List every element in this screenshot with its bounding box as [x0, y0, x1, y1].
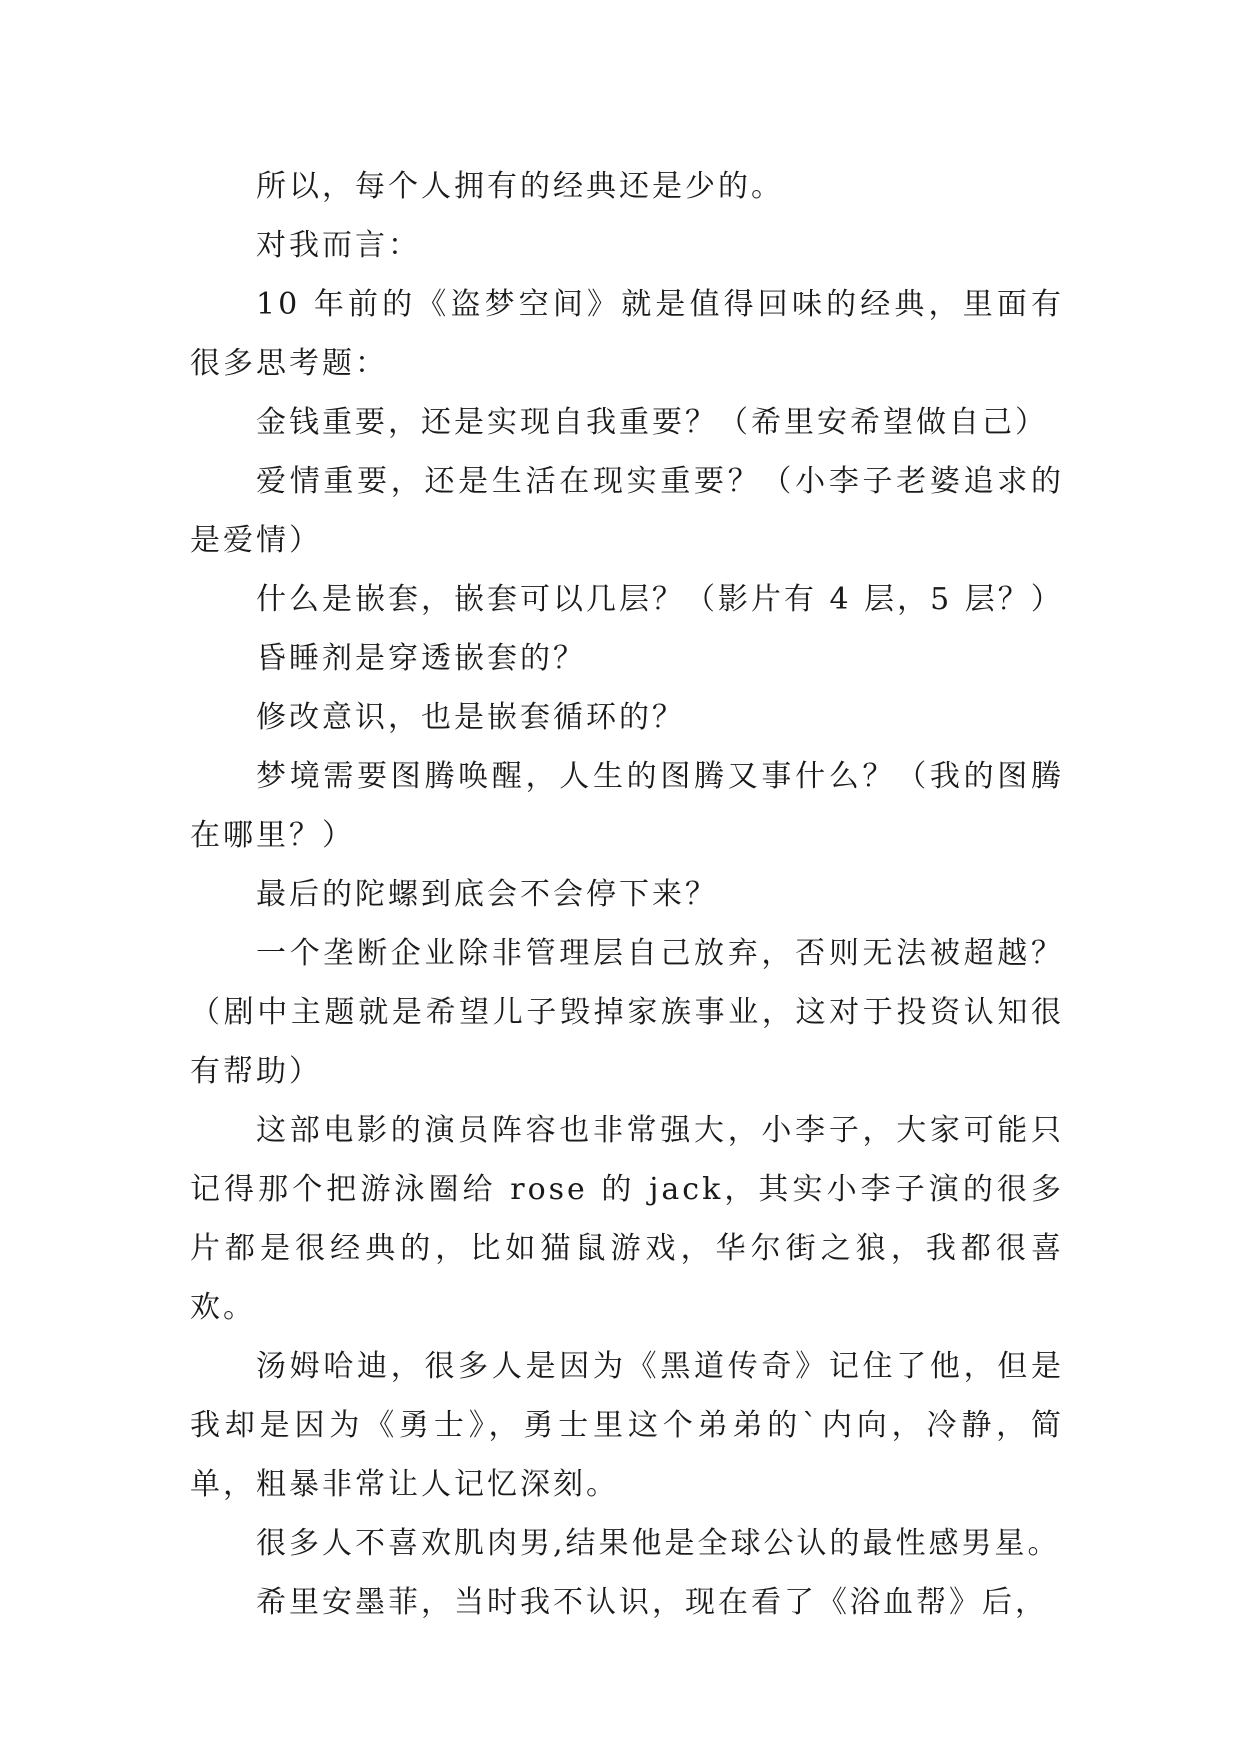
paragraph: 修改意识，也是嵌套循环的？ [256, 700, 685, 735]
paragraph: 这部电影的演员阵容也非常强大，小李子，大家可能只记得那个把游泳圈给 rose 的 jack，其实小李子演的很多片都是很经典的，比如猫鼠游戏，华尔街之狼，我都很喜欢。 [190, 1113, 1064, 1325]
paragraph: 汤姆哈迪，很多人是因为《黑道传奇》记住了他，但是我却是因为《勇士》，勇士里这个弟弟的`内向，冷静，简单，粗暴非常让人记忆深刻。 [190, 1349, 1064, 1502]
paragraph: 很多人不喜欢肌肉男,结果他是全球公认的最性感男星。 [256, 1526, 1061, 1561]
paragraph: 对我而言： [256, 228, 421, 263]
paragraph: 金钱重要，还是实现自我重要？（希里安希望做自己） [256, 405, 1048, 440]
paragraph: 10 年前的《盗梦空间》就是值得回味的经典，里面有很多思考题： [190, 287, 1064, 381]
paragraph: 爱情重要，还是生活在现实重要？（小李子老婆追求的是爱情） [190, 464, 1064, 558]
paragraph: 所以，每个人拥有的经典还是少的。 [256, 169, 784, 204]
paragraph: 一个垄断企业除非管理层自己放弃，否则无法被超越？（剧中主题就是希望儿子毁掉家族事业，这对于投资认知很有帮助） [190, 936, 1064, 1089]
paragraph: 希里安墨菲，当时我不认识，现在看了《浴血帮》后， [256, 1585, 1048, 1620]
paragraph: 昏睡剂是穿透嵌套的？ [256, 641, 586, 676]
body-text [190, 157, 1064, 1632]
paragraph: 梦境需要图腾唤醒，人生的图腾又事什么？（我的图腾在哪里？） [190, 759, 1064, 853]
paragraph: 什么是嵌套，嵌套可以几层？（影片有 4 层，5 层？） [256, 582, 1064, 617]
paragraph: 最后的陀螺到底会不会停下来？ [256, 877, 718, 912]
